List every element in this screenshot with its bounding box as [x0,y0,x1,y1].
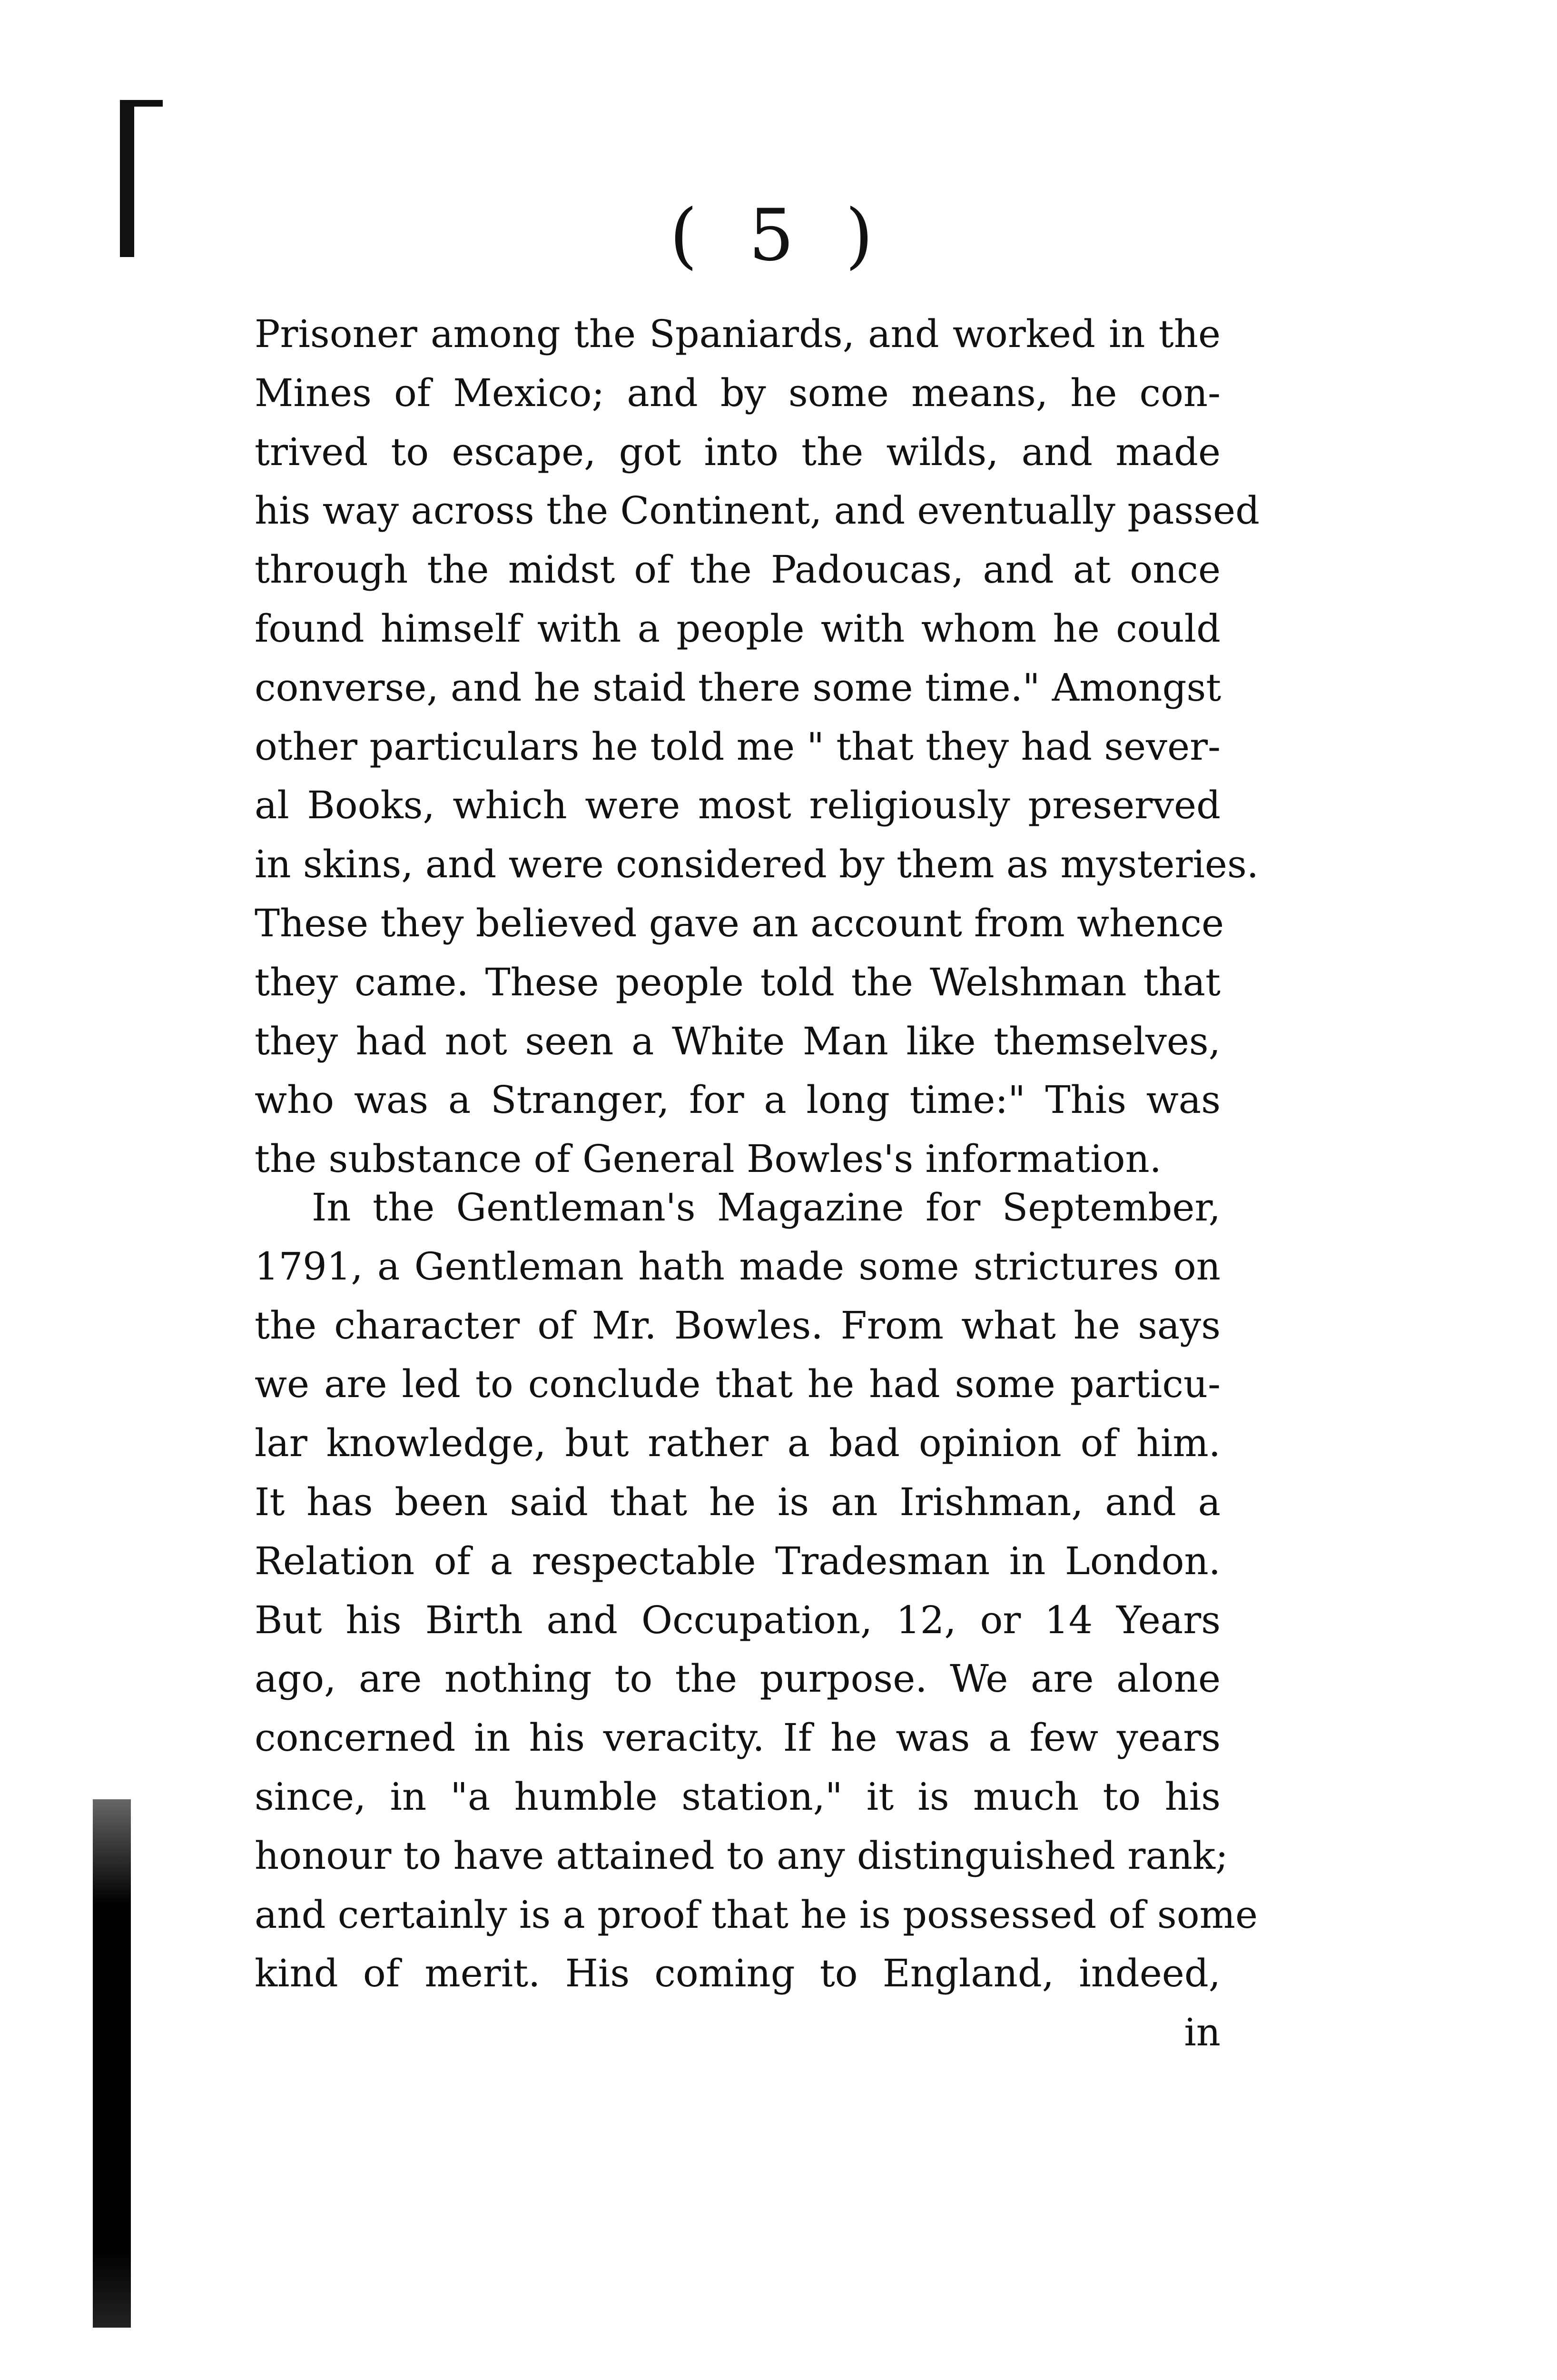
text-line: Mines of Mexico; and by some means, he con- [255,370,1221,415]
paragraph-2 [255,1178,1258,2062]
text-line: they had not seen a White Man like themselves, [255,1019,1221,1063]
text-line: 1791, a Gentleman hath made some strictures on [255,1244,1221,1289]
text-line: kind of merit. His coming to England, indeed, [255,1951,1221,1996]
text-line: Prisoner among the Spaniards, and worked in the [255,312,1221,356]
text-line: lar knowledge, but rather a bad opinion of him. [255,1421,1221,1466]
text-line: in skins, and were considered by them as mysteries. [255,842,1259,887]
page-number: ( 5 ) [670,194,887,277]
text-line: they came. These people told the Welshman that [255,960,1221,1004]
text-line: In the Gentleman's Magazine for September, [312,1185,1221,1230]
text-line: al Books, which were most religiously preserved [255,783,1221,828]
paragraph-1 [255,305,1260,1189]
text-line: concerned in his veracity. If he was a few years [255,1716,1221,1760]
text-line: the substance of General Bowles's information. [255,1137,1162,1181]
text-line: It has been said that he is an Irishman, and a [255,1479,1221,1524]
text-line: since, in "a humble station," it is much to his [255,1774,1221,1819]
text-line: we are led to conclude that he had some particu- [255,1362,1221,1407]
text-line: who was a Stranger, for a long time:" This was [255,1078,1221,1122]
binding-bracket-top [120,100,163,107]
text-line: converse, and he staid there some time." Amongst [255,665,1222,710]
text-line: the character of Mr. Bowles. From what he says [255,1303,1221,1348]
text-line: These they believed gave an account from whence [255,901,1224,945]
text-line: through the midst of the Padoucas, and at once [255,547,1221,592]
text-line: other particulars he told me " that they had sever- [255,724,1221,769]
catchword: in [1184,2010,1221,2055]
text-line: trived to escape, got into the wilds, and made [255,429,1221,474]
binding-edge-shadow [93,1799,131,2328]
text-line: his way across the Continent, and eventually passed [255,488,1260,533]
text-line: found himself with a people with whom he could [255,606,1221,651]
text-line: ago, are nothing to the purpose. We are alone [255,1656,1221,1701]
text-line: But his Birth and Occupation, 12, or 14 Years [255,1597,1221,1642]
text-line: Relation of a respectable Tradesman in London. [255,1538,1221,1583]
text-line: and certainly is a proof that he is possessed of some [255,1892,1258,1937]
text-line: honour to have attained to any distinguished rank; [255,1833,1228,1878]
